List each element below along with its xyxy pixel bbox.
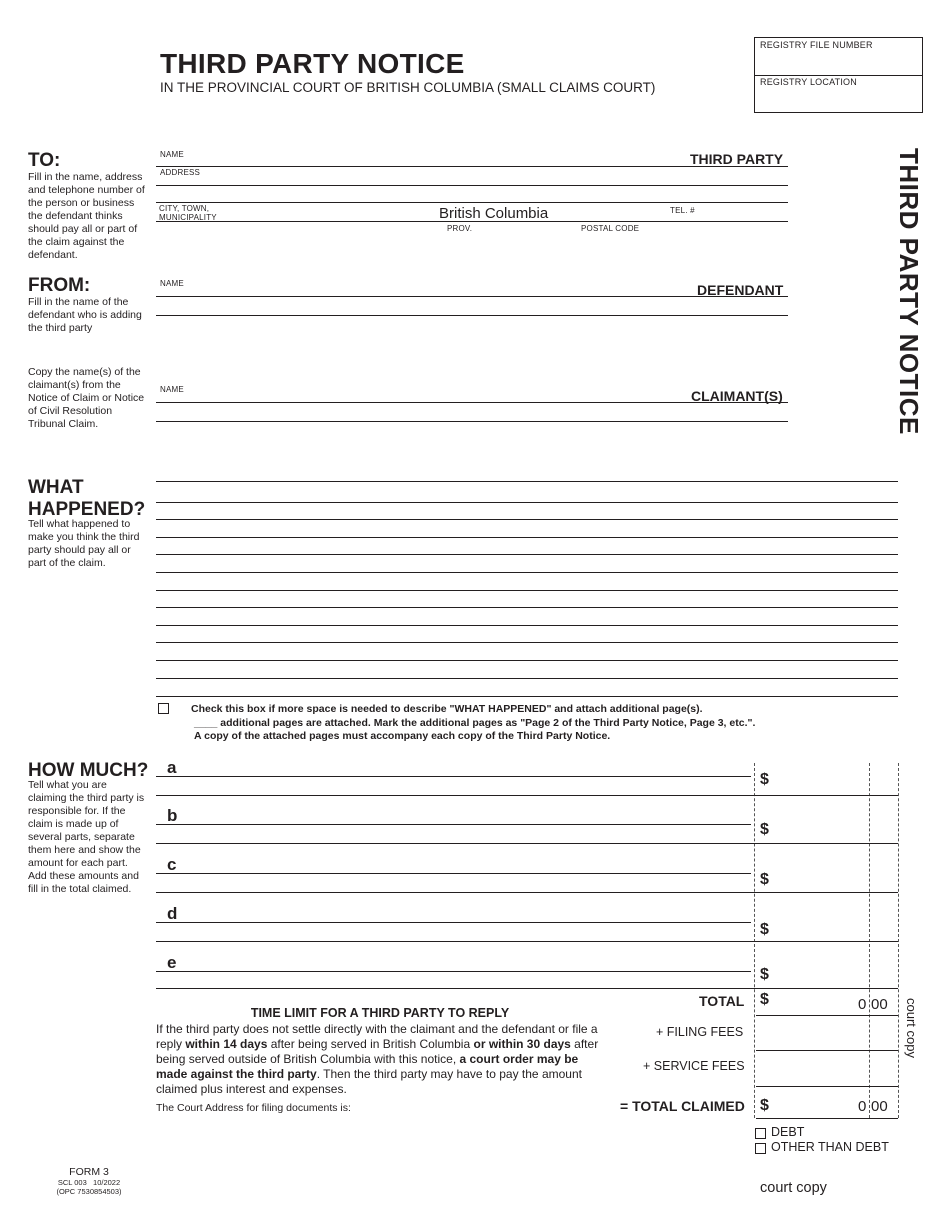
what-happened-line[interactable] bbox=[156, 481, 898, 482]
to-name-field[interactable] bbox=[156, 166, 788, 167]
item-d-line-2[interactable] bbox=[156, 941, 898, 942]
claimant-name-label: NAME bbox=[160, 385, 184, 394]
to-heading: TO: bbox=[28, 150, 61, 171]
total-claimed-currency: $ bbox=[760, 1097, 769, 1114]
what-happened-line[interactable] bbox=[156, 625, 898, 626]
item-a-letter: a bbox=[167, 758, 177, 777]
total-currency: $ bbox=[760, 991, 769, 1008]
item-e-letter: e bbox=[167, 953, 177, 972]
page-subtitle: IN THE PROVINCIAL COURT OF BRITISH COLUMBIA (SMALL CLAIMS COURT) bbox=[160, 80, 656, 95]
what-happened-line[interactable] bbox=[156, 519, 898, 520]
side-title: THIRD PARTY NOTICE bbox=[894, 148, 924, 435]
time-limit-text-1: If the third party does not settle directly with the claimant and the defendant or file a reply bbox=[156, 1022, 598, 1051]
item-e-line-2[interactable] bbox=[156, 988, 898, 989]
item-d-currency: $ bbox=[760, 921, 769, 938]
claimants-help: Copy the name(s) of the claimant(s) from the Notice of Claim or Notice of Civil Resolution Tribunal Claim. bbox=[28, 366, 145, 430]
time-limit-bold-2: or within 30 days bbox=[473, 1037, 571, 1051]
filing-fees-label: + FILING FEES bbox=[656, 1025, 744, 1039]
total-claimed-label: = TOTAL CLAIMED bbox=[620, 1098, 745, 1114]
registry-box bbox=[754, 37, 923, 113]
total-line bbox=[756, 1015, 898, 1016]
what-happened-line[interactable] bbox=[156, 537, 898, 538]
registry-location-label: REGISTRY LOCATION bbox=[760, 77, 857, 87]
item-a-description[interactable] bbox=[156, 776, 751, 777]
defendant-label: DEFENDANT bbox=[697, 282, 784, 298]
to-address-field-2[interactable] bbox=[156, 202, 788, 203]
what-happened-line[interactable] bbox=[156, 554, 898, 555]
what-happened-line[interactable] bbox=[156, 696, 898, 697]
what-happened-line[interactable] bbox=[156, 572, 898, 573]
total-claimed-value[interactable]: 0 bbox=[858, 1098, 867, 1115]
claimant-name-field-2[interactable] bbox=[156, 421, 788, 422]
what-happened-line[interactable] bbox=[156, 590, 898, 591]
total-value[interactable]: 0 bbox=[858, 996, 867, 1013]
form-number: FORM 3 bbox=[69, 1166, 109, 1178]
total-cents[interactable]: 00 bbox=[871, 996, 888, 1013]
time-limit-text bbox=[156, 1022, 608, 1097]
prov-label: PROV. bbox=[447, 224, 473, 233]
province-value[interactable]: British Columbia bbox=[439, 205, 549, 222]
what-happened-line[interactable] bbox=[156, 678, 898, 679]
time-limit-text-4: . Then the third party may have to pay the amount claimed plus interest and expenses. bbox=[156, 1067, 582, 1096]
filing-fees-field[interactable] bbox=[756, 1050, 898, 1051]
form-code: SCL 003 10/2022 bbox=[57, 1178, 121, 1187]
service-fees-label: + SERVICE FEES bbox=[643, 1059, 745, 1073]
court-address-label: The Court Address for filing documents is: bbox=[156, 1102, 351, 1114]
item-b-description[interactable] bbox=[156, 824, 751, 825]
city-label: CITY, TOWN, MUNICIPALITY bbox=[159, 204, 217, 222]
how-much-heading: HOW MUCH? bbox=[28, 760, 149, 781]
from-name-label: NAME bbox=[160, 279, 184, 288]
debt-checkbox[interactable] bbox=[755, 1128, 766, 1139]
from-help: Fill in the name of the defendant who is adding the third party bbox=[28, 296, 142, 334]
to-name-label: NAME bbox=[160, 150, 184, 159]
claimant-name-field[interactable] bbox=[156, 402, 788, 403]
how-much-help: Tell what you are claiming the third party is responsible for. If the claim is made up of several parts, separate them here and show the amount for each part. Add these amounts and fill in the total claimed. bbox=[28, 779, 145, 895]
other-than-debt-label: OTHER THAN DEBT bbox=[771, 1140, 889, 1154]
item-a-line-2[interactable] bbox=[156, 795, 898, 796]
other-than-debt-checkbox[interactable] bbox=[755, 1143, 766, 1154]
claimants-label: CLAIMANT(S) bbox=[691, 388, 783, 404]
what-happened-line[interactable] bbox=[156, 660, 898, 661]
total-claimed-cents[interactable]: 00 bbox=[871, 1098, 888, 1115]
item-d-description[interactable] bbox=[156, 922, 751, 923]
item-a-currency: $ bbox=[760, 771, 769, 788]
time-limit-bold-3: a court order may be made against the third party bbox=[156, 1052, 579, 1081]
page-title: THIRD PARTY NOTICE bbox=[160, 48, 465, 79]
item-e-description[interactable] bbox=[156, 971, 751, 972]
item-c-line-2[interactable] bbox=[156, 892, 898, 893]
time-limit-bold-1: within 14 days bbox=[185, 1037, 268, 1051]
time-limit-text-3: after being served outside of British Columbia with this notice, bbox=[156, 1037, 599, 1066]
debt-label: DEBT bbox=[771, 1125, 805, 1139]
total-label: TOTAL bbox=[699, 993, 745, 1009]
more-space-text-3: A copy of the attached pages must accompany each copy of the Third Party Notice. bbox=[194, 730, 611, 742]
city-field[interactable] bbox=[156, 221, 788, 222]
court-copy-vertical: court copy bbox=[904, 998, 919, 1058]
time-limit-heading: TIME LIMIT FOR A THIRD PARTY TO REPLY bbox=[250, 1006, 510, 1020]
registry-file-number-label: REGISTRY FILE NUMBER bbox=[760, 40, 873, 50]
defendant-name-field-2[interactable] bbox=[156, 315, 788, 316]
defendant-name-field[interactable] bbox=[156, 296, 788, 297]
item-c-description[interactable] bbox=[156, 873, 751, 874]
what-happened-help: Tell what happened to make you think the third party should pay all or part of the claim. bbox=[28, 518, 140, 569]
to-help: Fill in the name, address and telephone number of the person or business the defendant thinks should pay all or part of the claim against the defendant. bbox=[28, 171, 145, 261]
item-e-currency: $ bbox=[760, 966, 769, 983]
what-happened-line[interactable] bbox=[156, 607, 898, 608]
tel-label: TEL. # bbox=[670, 206, 695, 215]
item-d-letter: d bbox=[167, 904, 178, 923]
more-space-checkbox[interactable] bbox=[158, 703, 169, 714]
item-c-currency: $ bbox=[760, 871, 769, 888]
from-heading: FROM: bbox=[28, 275, 91, 296]
right-column-divider bbox=[898, 763, 899, 1118]
item-b-letter: b bbox=[167, 806, 178, 825]
to-address-label: ADDRESS bbox=[160, 168, 201, 177]
what-happened-line[interactable] bbox=[156, 502, 898, 503]
postal-code-label: POSTAL CODE bbox=[581, 224, 640, 233]
what-happened-line[interactable] bbox=[156, 642, 898, 643]
court-copy-label: court copy bbox=[760, 1180, 827, 1196]
total-claimed-line bbox=[756, 1118, 898, 1119]
service-fees-field[interactable] bbox=[756, 1086, 898, 1087]
item-c-letter: c bbox=[167, 855, 177, 874]
more-space-text-1: Check this box if more space is needed to describe "WHAT HAPPENED" and attach additional page(s). bbox=[191, 703, 703, 715]
opc-code: (OPC 7530854503) bbox=[56, 1187, 122, 1196]
item-b-line-2[interactable] bbox=[156, 843, 898, 844]
item-b-currency: $ bbox=[760, 821, 769, 838]
to-address-field-1[interactable] bbox=[156, 185, 788, 186]
time-limit-text-2: after being served in British Columbia bbox=[267, 1037, 474, 1051]
more-space-text-2: ____ additional pages are attached. Mark the additional pages as "Page 2 of the Third Party Notice, Page 3, etc.". bbox=[194, 717, 756, 729]
third-party-label: THIRD PARTY bbox=[690, 151, 784, 167]
what-happened-heading: WHAT HAPPENED? bbox=[28, 477, 146, 520]
